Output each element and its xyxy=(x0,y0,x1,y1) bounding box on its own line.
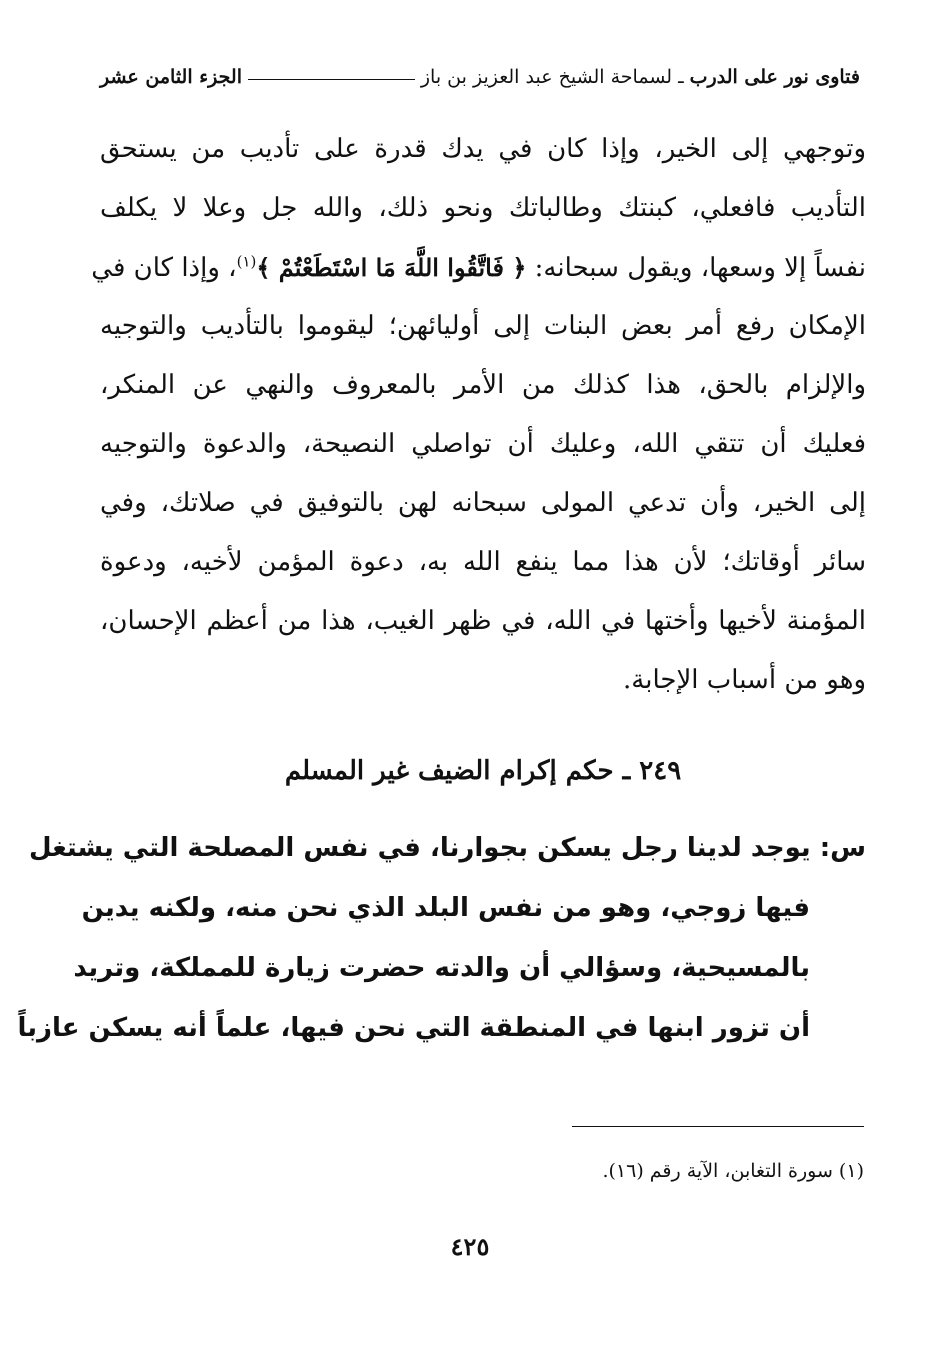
page-number: ٤٢٥ xyxy=(450,1232,490,1261)
header-author: لسماحة الشيخ عبد العزيز بن باز xyxy=(420,66,673,88)
question-line: أن تزور ابنها في المنطقة التي نحن فيها، علماً أنه يسكن عازباً xyxy=(17,1013,810,1043)
running-header xyxy=(100,62,860,92)
body-line: سائر أوقاتك؛ لأن هذا مما ينفع الله به، دعوة المؤمن لأخيه، ودعوة xyxy=(100,547,866,577)
body-line-with-verse xyxy=(91,238,866,297)
header-book-title: فتاوى نور على الدرب xyxy=(689,66,860,88)
quran-verse: ﴿ فَاتَّقُوا اللَّهَ مَا اسْتَطَعْتُمْ ﴾ xyxy=(256,253,527,282)
header-rule xyxy=(248,79,415,80)
body-line: إلى الخير، وأن تدعي المولى سبحانه لهن بالتوفيق في صلاتك، وفي xyxy=(100,488,866,518)
body-line: والإلزام بالحق، هذا كذلك من الأمر بالمعروف والنهي عن المنكر، xyxy=(100,370,866,400)
question-paragraph xyxy=(17,818,866,1058)
question-line: فيها زوجي، وهو من نفس البلد الذي نحن منه، ولكنه يدين xyxy=(81,893,810,923)
header-separator: ـ xyxy=(678,66,684,88)
footnote-separator xyxy=(572,1126,864,1127)
verse-outro: ، وإذا كان في xyxy=(91,253,237,283)
question-line: بالمسيحية، وسؤالي أن والدته حضرت زيارة للمملكة، وتريد xyxy=(73,953,810,983)
verse-intro: نفساً إلا وسعها، ويقول سبحانه: xyxy=(526,253,866,283)
section-heading: ٢٤٩ ـ حكم إكرام الضيف غير المسلم xyxy=(284,756,682,786)
body-line-last: وهو من أسباب الإجابة. xyxy=(623,665,866,695)
body-line: المؤمنة لأخيها وأختها في الله، في ظهر الغيب، هذا من أعظم الإحسان، xyxy=(100,606,866,636)
body-line: فعليك أن تتقي الله، وعليك أن تواصلي النصيحة، والدعوة والتوجيه xyxy=(100,429,866,459)
question-line: س: يوجد لدينا رجل يسكن بجوارنا، في نفس المصلحة التي يشتغل xyxy=(29,833,866,863)
footnote-marker: (١) xyxy=(236,252,257,271)
header-volume: الجزء الثامن عشر xyxy=(100,66,242,88)
body-line: الإمكان رفع أمر بعض البنات إلى أوليائهن؛ ليقوموا بالتأديب والتوجيه xyxy=(100,311,866,341)
body-line: التأديب فافعلي، كبنتك وطالباتك ونحو ذلك، والله جل وعلا لا يكلف xyxy=(100,193,866,223)
body-line: وتوجهي إلى الخير، وإذا كان في يدك قدرة على تأديب من يستحق xyxy=(100,134,866,164)
answer-paragraph xyxy=(91,120,866,710)
footnote: (١) سورة التغابن، الآية رقم (١٦). xyxy=(602,1160,864,1182)
